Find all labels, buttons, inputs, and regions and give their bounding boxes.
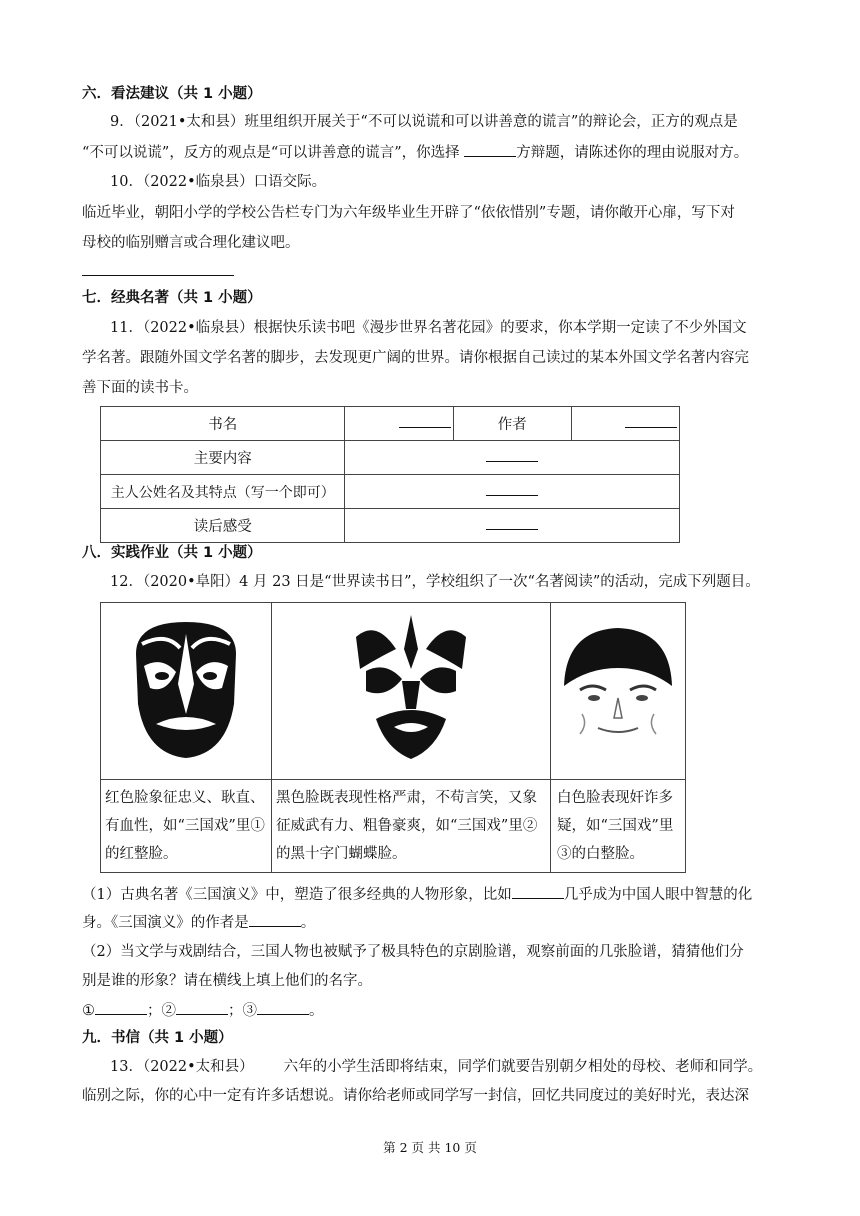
section-7-heading: 七．经典名著（共 1 小题） (82, 290, 262, 306)
red-mask-caption-cell (101, 780, 272, 873)
q12-mask-answer-3[interactable] (257, 1000, 309, 1015)
q11-line-1: 11．（2022•临泉县）根据快乐读书吧《漫步世界名著花园》的要求，你本学期一定读了不少外国文 (110, 320, 747, 336)
q10-line-2: 临近毕业，朝阳小学的学校公告栏专门为六年级毕业生开辟了“依依惜别”专题，请你敞开心扉，写下对 (82, 205, 735, 221)
feeling-answer[interactable] (345, 509, 680, 543)
q9-text-a: “不可以说谎”，反方的观点是“可以讲善意的谎言”，你选择 (82, 145, 465, 161)
q12-p1-text-b: 几乎成为中国人眼中智慧的化 (563, 887, 753, 903)
feeling-label: 读后感受 (101, 509, 345, 543)
answer-marker-end: 。 (309, 1003, 324, 1019)
q12-p1-text-c: 身。《三国演义》的作者是 (82, 915, 249, 931)
q13-text: 六年的小学生活即将结束，同学们就要告别朝夕相处的母校、老师和同学。 (283, 1059, 763, 1075)
q11-line-3: 善下面的读书卡。 (82, 380, 198, 396)
q13-source: 13．（2022•太和县） (110, 1059, 254, 1075)
q12-p1-text-a: （1）古典名著《三国演义》中，塑造了很多经典的人物形象，比如 (82, 887, 512, 903)
q9-text-b: 方辩题，请陈述你的理由说服对方。 (516, 145, 749, 161)
q10-line-3: 母校的临别赠言或合理化建议吧。 (82, 235, 300, 251)
q9-answer-blank[interactable] (464, 142, 516, 157)
q12-mask-answer-2[interactable] (176, 1000, 228, 1015)
section-9-heading: 九．书信（共 1 小题） (82, 1030, 233, 1046)
red-face-mask-image (126, 614, 246, 764)
black-mask-caption-cell (272, 780, 551, 873)
answer-marker-2: ；② (147, 1003, 176, 1019)
reading-card-table (100, 406, 680, 543)
q9-line-2 (82, 142, 782, 163)
q13-line-1 (110, 1057, 810, 1077)
black-mask-caption: 黑色脸既表现性格严肃，不苟言笑，又象征威武有力、粗鲁豪爽，如“三国戏”里②的黑十字门蝴蝶脸。 (276, 790, 538, 862)
q12-p1-blank-2[interactable] (249, 912, 301, 927)
hero-answer[interactable] (345, 475, 680, 509)
author-label: 作者 (453, 407, 571, 441)
q9-line-1: 9．（2021•太和县）班里组织开展关于“不可以说谎和可以讲善意的谎言”的辩论会，正方的观点是 (110, 114, 738, 130)
answer-marker-3: ；③ (228, 1003, 257, 1019)
q10-answer-line[interactable] (82, 275, 234, 276)
q12-p1-blank-1[interactable] (512, 884, 564, 899)
q12-p1-text-d: 。 (300, 915, 316, 931)
q12-part2-answers (82, 1000, 782, 1021)
content-answer[interactable] (345, 441, 680, 475)
author-answer[interactable] (571, 407, 679, 441)
section-6-heading: 六．看法建议（共 1 小题） (82, 86, 262, 102)
q10-line-1: 10．（2022•临泉县）口语交际。 (110, 174, 327, 190)
section-8-heading: 八．实践作业（共 1 小题） (82, 545, 262, 561)
opera-mask-table (100, 602, 686, 873)
q12-line-1: 12．（2020•阜阳）4 月 23 日是“世界读书日”，学校组织了一次“名著阅读”的活动，完成下列题目。 (110, 574, 760, 590)
answer-marker-1: ① (82, 1003, 95, 1019)
black-face-mask-image (346, 609, 476, 769)
book-answer[interactable] (345, 407, 453, 441)
q12-part2-line-2: 别是谁的形象？请在横线上填上他们的名字。 (82, 973, 372, 989)
white-mask-cell (551, 603, 686, 780)
q12-part1-line-1 (82, 884, 782, 905)
content-label: 主要内容 (101, 441, 345, 475)
red-mask-caption: 红色脸象征忠义、耿直、有血性，如“三国戏”里①的红整脸。 (105, 790, 265, 862)
page-footer: 第 2 页 共 10 页 (383, 1140, 477, 1155)
book-label: 书名 (101, 407, 345, 441)
white-face-mask-image (558, 624, 678, 754)
white-mask-caption: 白色脸表现奸诈多疑，如“三国戏”里③的白整脸。 (557, 790, 674, 862)
hero-label: 主人公姓名及其特点（写一个即可） (101, 475, 345, 509)
q13-line-2: 临别之际，你的心中一定有许多话想说。请你给老师或同学写一封信，回忆共同度过的美好时光，表达深 (82, 1088, 749, 1104)
red-mask-cell (101, 603, 272, 780)
q12-part2-line-1: （2）当文学与戏剧结合，三国人物也被赋予了极具特色的京剧脸谱，观察前面的几张脸谱，猜猜他们分 (82, 944, 744, 960)
white-mask-caption-cell (551, 780, 686, 873)
black-mask-cell (272, 603, 551, 780)
q11-line-2: 学名著。跟随外国文学名著的脚步，去发现更广阔的世界。请你根据自己读过的某本外国文学名著内容完 (82, 350, 749, 366)
q12-part1-line-2 (82, 912, 782, 933)
q12-mask-answer-1[interactable] (95, 1000, 147, 1015)
